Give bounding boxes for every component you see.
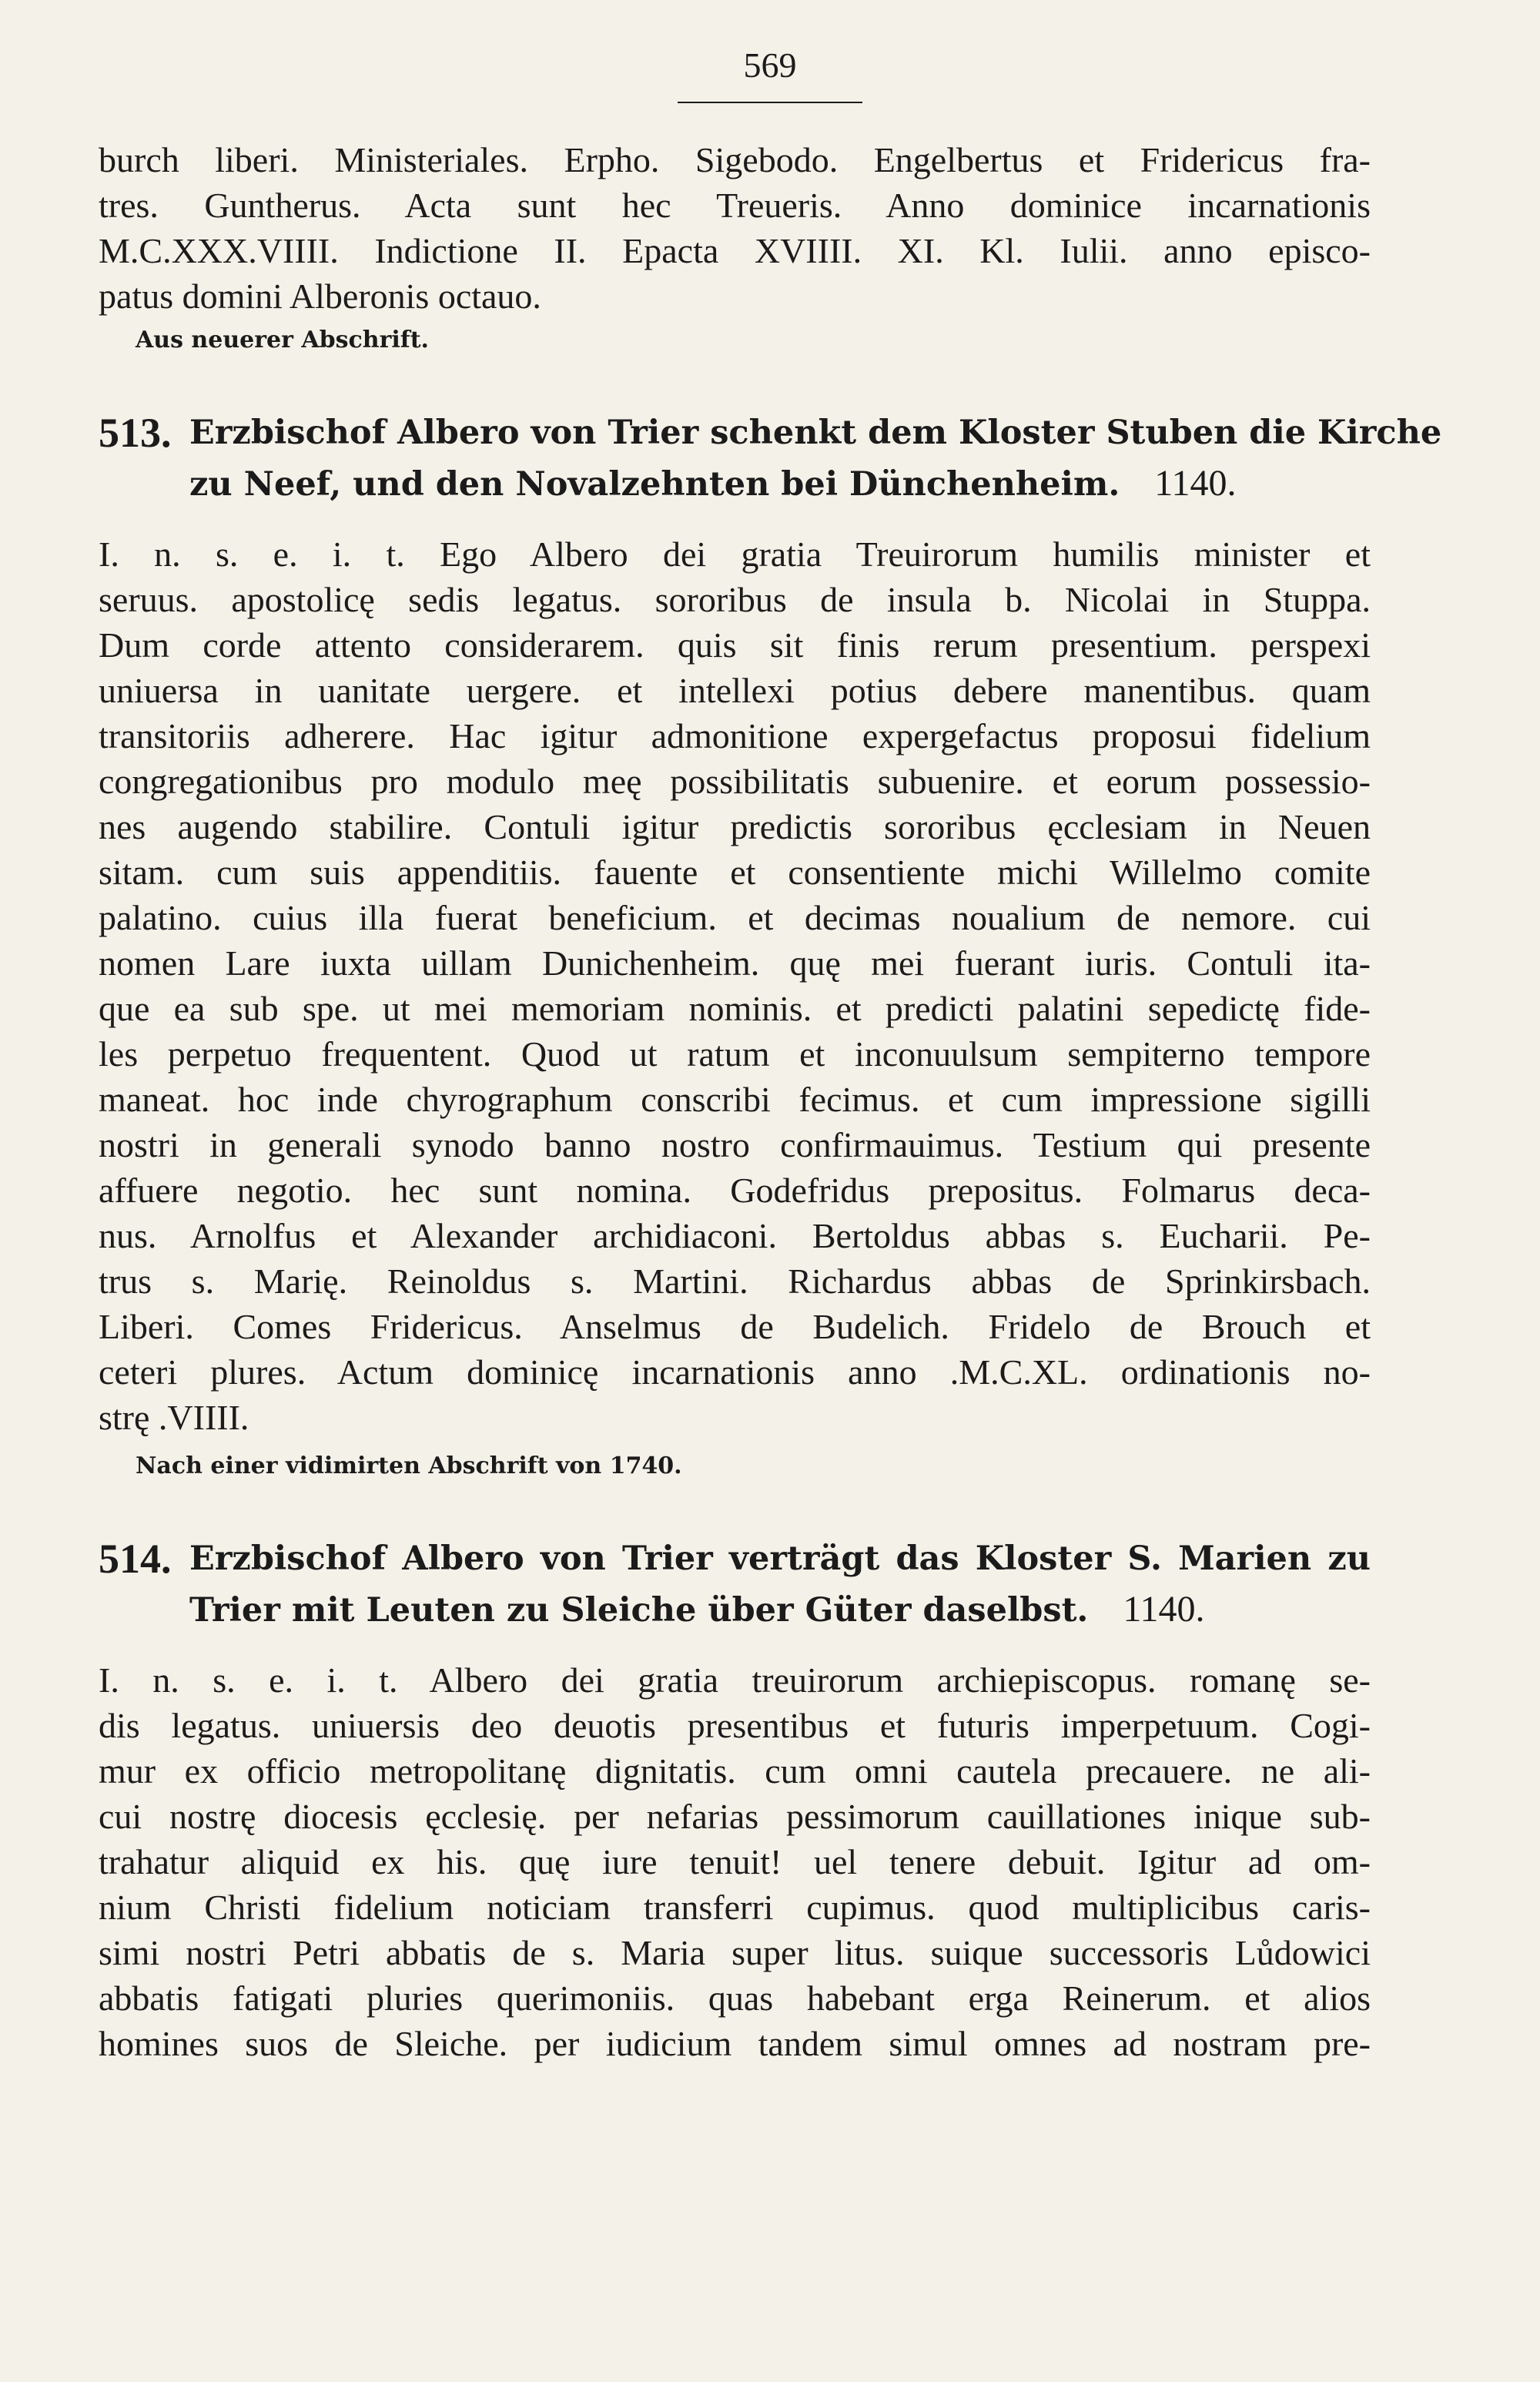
text-line: dis legatus. uniuersis deo deuotis presentibus et futuris imperpetuum. Cogi- (99, 1706, 1371, 1745)
text-line: seruus. apostolicę sedis legatus. sororibus de insula b. Nicolai in Stuppa. (99, 580, 1371, 619)
source-note: Nach einer vidimirten Abschrift von 1740. (136, 1452, 682, 1479)
text-line: nus. Arnolfus et Alexander archidiaconi. Bertoldus abbas s. Eucharii. Pe- (99, 1216, 1371, 1255)
text-line: simi nostri Petri abbatis de s. Maria super litus. suique successoris Lůdowici (99, 1933, 1371, 1972)
text-line: ceteri plures. Actum dominicę incarnationis anno .M.C.XL. ordinationis no- (99, 1352, 1371, 1392)
text-line: affuere negotio. hec sunt nomina. Godefridus prepositus. Folmarus deca- (99, 1171, 1371, 1210)
document-title (189, 407, 1441, 510)
text-line: sitam. cum suis appenditiis. fauente et consentiente michi Willelmo comite (99, 853, 1371, 892)
text-line: maneat. hoc inde chyrographum conscribi fecimus. et cum impressione sigilli (99, 1080, 1371, 1119)
document-year: 1140. (1154, 463, 1237, 504)
text-line: nostri in generali synodo banno nostro confirmauimus. Testium qui presente (99, 1125, 1371, 1164)
continuation-text (99, 137, 1371, 319)
spacer (99, 1636, 1371, 1657)
text-line: I. n. s. e. i. t. Albero dei gratia treuirorum archiepiscopus. romanę se- (99, 1660, 1371, 1700)
text-line: I. n. s. e. i. t. Ego Albero dei gratia Treuirorum humilis minister et (99, 534, 1371, 574)
document-heading-513 (99, 407, 1442, 510)
text-line: homines suos de Sleiche. per iudicium tandem simul omnes ad nostram pre- (99, 2024, 1371, 2063)
source-note: Aus neuerer Abschrift. (136, 327, 429, 353)
text-line: Dum corde attento considerarem. quis sit finis rerum presentium. perspexi (99, 625, 1371, 665)
page-content (99, 137, 1442, 2066)
text-line: que ea sub spe. ut mei memoriam nominis. et predicti palatini sepedictę fide- (99, 989, 1371, 1028)
title-line-text: zu Neef, und den Novalzehnten bei Dünchenheim. (189, 465, 1120, 504)
text-line: mur ex officio metropolitanę dignitatis. cum omni cautela precauere. ne ali- (99, 1751, 1371, 1791)
header-rule (678, 102, 862, 103)
text-line: uniuersa in uanitate uergere. et intellexi potius debere manentibus. quam (99, 671, 1371, 710)
text-line: nium Christi fidelium noticiam transferri cupimus. quod multiplicibus caris- (99, 1888, 1371, 1927)
title-line: Erzbischof Albero von Trier verträgt das Kloster S. Marien zu (189, 1539, 1371, 1578)
document-body-513 (99, 531, 1371, 1440)
title-line (189, 1584, 1371, 1636)
text-line: cui nostrę diocesis ęcclesię. per nefarias pessimorum cauillationes inique sub- (99, 1797, 1371, 1836)
text-line: M.C.XXX.VIIII. Indictione II. Epacta XVIIII. XI. Kl. Iulii. anno episco- (99, 231, 1371, 270)
text-line: trus s. Marię. Reinoldus s. Martini. Richardus abbas de Sprinkirsbach. (99, 1261, 1371, 1301)
title-line (189, 458, 1441, 510)
text-line: nes augendo stabilire. Contuli igitur predictis sororibus ęcclesiam in Neuen (99, 807, 1371, 846)
text-line: abbatis fatigati pluries querimoniis. quas habebant erga Reinerum. et alios (99, 1978, 1371, 2018)
text-line: Liberi. Comes Fridericus. Anselmus de Budelich. Fridelo de Brouch et (99, 1307, 1371, 1346)
text-line: patus domini Alberonis octauo. (99, 276, 541, 316)
text-line: palatino. cuius illa fuerat beneficium. et decimas noualium de nemore. cui (99, 898, 1371, 937)
document-heading-514 (99, 1533, 1371, 1636)
text-line: burch liberi. Ministeriales. Erpho. Sigebodo. Engelbertus et Fridericus fra- (99, 140, 1371, 179)
document-number: 513. (99, 410, 172, 456)
document-year: 1140. (1123, 1589, 1205, 1630)
text-line: strę .VIIII. (99, 1398, 249, 1437)
text-line: congregationibus pro modulo meę possibilitatis subuenire. et eorum possessio- (99, 762, 1371, 801)
document-body-514 (99, 1657, 1371, 2066)
text-line: transitoriis adherere. Hac igitur admonitione expergefactus proposui fidelium (99, 716, 1371, 755)
title-line: Erzbischof Albero von Trier schenkt dem Kloster Stuben die Kirche (189, 414, 1442, 452)
document-title (189, 1533, 1371, 1636)
text-line: nomen Lare iuxta uillam Dunichenheim. quę mei fuerant iuris. Contuli ita- (99, 943, 1371, 983)
text-line: trahatur aliquid ex his. quę iure tenuit! uel tenere debuit. Igitur ad om- (99, 1842, 1371, 1881)
document-number: 514. (99, 1536, 172, 1582)
text-line: les perpetuo frequentent. Quod ut ratum et inconuulsum sempiterno tempore (99, 1034, 1371, 1074)
spacer (99, 510, 1371, 531)
page-number: 569 (743, 45, 797, 85)
text-line: tres. Guntherus. Acta sunt hec Treueris. Anno dominice incarnationis (99, 186, 1371, 225)
title-line-text: Trier mit Leuten zu Sleiche über Güter daselbst. (189, 1591, 1089, 1630)
